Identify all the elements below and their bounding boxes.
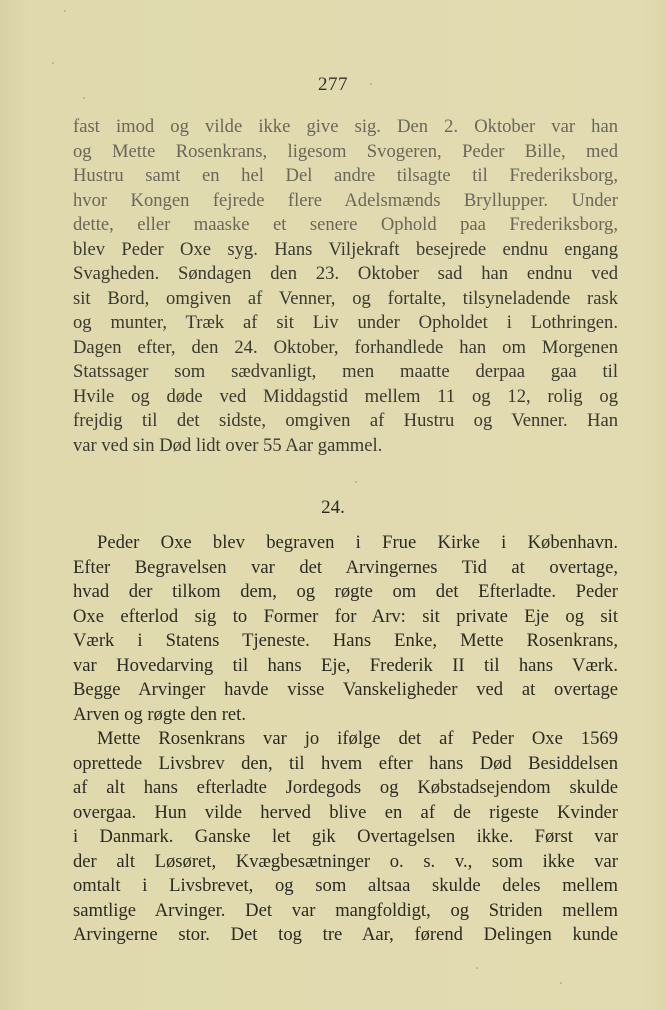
text-line: Oxe efterlod sig to Former for Arv: sit private Eje og sit	[73, 605, 618, 627]
section-heading: 24.	[321, 497, 345, 518]
text-line: Hustru samt en hel Del andre tilsagte til Frederiksborg,	[73, 165, 618, 186]
text-line: Efter Begravelsen var det Arvingernes Tid at overtage,	[73, 556, 618, 578]
text-line: samtlige Arvinger. Det var mangfoldigt, og Striden mellem	[73, 899, 618, 921]
text-line: var ved sin Død lidt over 55 Aar gammel.	[73, 434, 383, 456]
text-line: Arvingerne stor. Det tog tre Aar, førend Delingen kunde	[73, 924, 618, 945]
paragraph-continued	[73, 115, 618, 458]
paper-speck	[476, 967, 478, 969]
text-line: i Danmark. Ganske let gik Overtagelsen ikke. Først var	[73, 826, 618, 847]
text-line: var Hovedarving til hans Eje, Frederik II til hans Værk.	[73, 654, 618, 676]
text-line: oprettede Livsbrev den, til hvem efter hans Død Besiddelsen	[73, 752, 618, 774]
text-line: hvor Kongen fejrede flere Adelsmænds Bryllupper. Under	[73, 189, 618, 211]
text-line: fast imod og vilde ikke give sig. Den 2. Oktober var han	[73, 116, 618, 137]
paper-speck	[560, 982, 562, 984]
text-line: Svagheden. Søndagen den 23. Oktober sad han endnu ved	[73, 263, 618, 284]
text-line: Mette Rosenkrans var jo ifølge det af Peder Oxe 1569	[97, 728, 618, 749]
page-number: 277	[318, 74, 348, 95]
text-line: blev Peder Oxe syg. Hans Viljekraft besejrede endnu engang	[73, 238, 618, 260]
text-line: og munter, Træk af sit Liv under Opholdet i Lothringen.	[73, 312, 618, 333]
text-line: Begge Arvinger havde visse Vanskeligheder ved at overtage	[73, 679, 618, 700]
paper-speck	[64, 10, 66, 12]
text-line: og Mette Rosenkrans, ligesom Svogeren, Peder Bille, med	[73, 140, 618, 162]
text-line: af alt hans efterladte Jordegods og Købstadsejendom skulde	[73, 777, 618, 798]
text-line: sit Bord, omgiven af Venner, og fortalte, tilsyneladende rask	[73, 287, 618, 309]
text-line: omtalt i Livsbrevet, og som altsaa skulde deles mellem	[73, 875, 618, 896]
text-line: Arven og røgte den ret.	[73, 703, 246, 725]
text-line: overgaa. Hun vilde herved blive en af de rigeste Kvinder	[73, 801, 618, 823]
text-line: hvad der tilkom dem, og røgte om det Efterladte. Peder	[73, 581, 618, 602]
section-body	[73, 531, 618, 948]
text-line: Hvile og døde ved Middagstid mellem 11 og 12, rolig og	[73, 385, 618, 407]
paper-speck	[52, 62, 54, 64]
text-line: dette, eller maaske et senere Ophold paa Frederiksborg,	[73, 214, 618, 235]
text-line: frejdig til det sidste, omgiven af Hustru og Venner. Han	[73, 410, 618, 431]
text-line: der alt Løsøret, Kvægbesætninger o. s. v., som ikke var	[73, 850, 618, 872]
paper-speck	[355, 481, 357, 483]
text-line: Værk i Statens Tjeneste. Hans Enke, Mette Rosenkrans,	[73, 630, 618, 651]
text-line: Peder Oxe blev begraven i Frue Kirke i København.	[97, 532, 618, 553]
text-line: Dagen efter, den 24. Oktober, forhandlede han om Morgenen	[73, 336, 618, 358]
text-line: Statssager som sædvanligt, men maatte derpaa gaa til	[73, 361, 618, 382]
paper-speck	[83, 97, 85, 99]
